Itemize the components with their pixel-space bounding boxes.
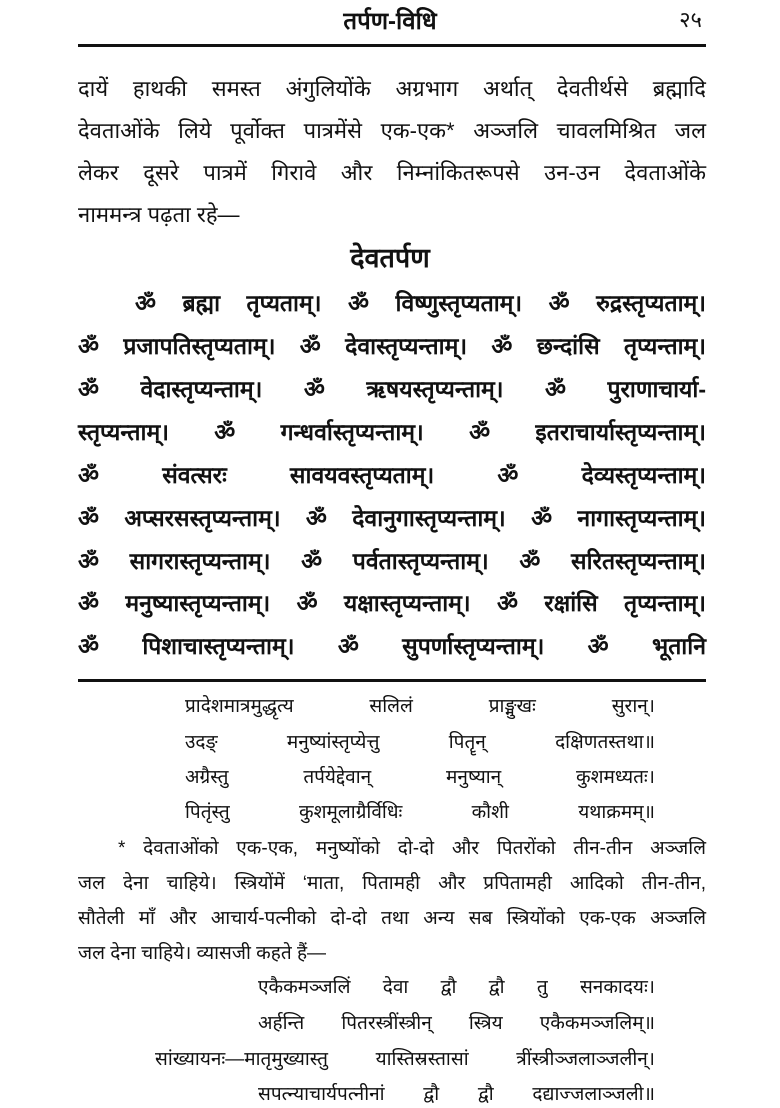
verse-line xyxy=(185,798,655,824)
footnote-line: जल देना चाहिये। व्यासजी कहते हैं— xyxy=(78,943,327,964)
page-number: २५ xyxy=(679,7,702,32)
mantra-line: ॐ ब्रह्मा तृप्यताम्। ॐ विष्णुस्तृप्यताम्। ॐ रुद्रस्तृप्यताम्। xyxy=(135,290,706,316)
mantra-line: ॐ वेदास्तृप्यन्ताम्। ॐ ऋषयस्तृप्यन्ताम्। ॐ पुराणाचार्या- xyxy=(78,376,706,402)
verse-word: कौशी xyxy=(471,802,509,823)
footnote-line: जल देना चाहिये। स्त्रियोंमें ‘माता, पितामही और प्रपितामही आदिको तीन-तीन, xyxy=(78,873,706,894)
intro-line: देवताओंके लिये पूर्वोक्त पात्रमेंसे एक-एक* अञ्जलि चावलमिश्रित जल xyxy=(78,118,706,143)
verse-line xyxy=(258,1009,655,1035)
verse-line xyxy=(185,763,655,789)
mantra-line: ॐ मनुष्यास्तृप्यन्ताम्। ॐ यक्षास्तृप्यन्ताम्। ॐ रक्षांसि तृप्यन्ताम्। xyxy=(78,590,706,616)
running-header-title: तर्पण-विधि xyxy=(343,8,437,35)
verse-line xyxy=(258,1080,655,1106)
verse-word: पितरस्त्रींस्त्रीन् xyxy=(341,1013,432,1034)
mantra-line: ॐ पिशाचास्तृप्यन्ताम्। ॐ सुपर्णास्तृप्यन्ताम्। ॐ भूतानि xyxy=(78,633,706,659)
verse-line xyxy=(258,973,655,999)
verse-word: कुशमध्यतः। xyxy=(576,767,655,788)
verse-word: यास्तिस्रस्तासां xyxy=(375,1049,469,1070)
verse-word: तु xyxy=(536,977,548,998)
section-heading: देवतर्पण xyxy=(350,243,430,273)
verse-word: पितृंस्तु xyxy=(185,802,230,823)
verse-word: पितॄन् xyxy=(448,732,486,753)
verse-word: एकैकमञ्जलिं xyxy=(258,977,351,998)
verse-word: त्रींस्त्रीञ्जलाञ्जलीन्। xyxy=(516,1049,655,1070)
verse-word: मनुष्यान् xyxy=(446,767,502,788)
mantra-line: ॐ प्रजापतिस्तृप्यताम्। ॐ देवास्तृप्यन्ताम्। ॐ छन्दांसि तृप्यन्ताम्। xyxy=(78,333,706,359)
footnote-line: * देवताओंको एक-एक, मनुष्योंको दो-दो और पितरोंको तीन-तीन अञ्जलि xyxy=(118,838,706,859)
verse-word: प्रादेशमात्रमुद्धृत्य xyxy=(185,696,294,717)
verse-word: द्वौ xyxy=(477,1084,494,1105)
verse-word: मनुष्यांस्तृप्येत्तु xyxy=(286,732,380,753)
verse-word: सलिलं xyxy=(369,696,413,717)
mantra-line: ॐ अप्सरसस्तृप्यन्ताम्। ॐ देवानुगास्तृप्यन्ताम्। ॐ नागास्तृप्यन्ताम्। xyxy=(78,505,706,531)
verse-word: प्राङ्मुखः xyxy=(488,696,536,717)
verse-word: द्वौ xyxy=(440,977,457,998)
verse-word: एकैकमञ्जलिम्॥ xyxy=(539,1013,655,1034)
verse-word: सुरान्। xyxy=(611,696,655,717)
verse-line xyxy=(185,728,655,754)
verse-line xyxy=(185,692,655,718)
intro-line: नाममन्त्र पढ़ता रहे— xyxy=(78,202,240,227)
mantra-line: ॐ सागरास्तृप्यन्ताम्। ॐ पर्वतास्तृप्यन्ताम्। ॐ सरितस्तृप्यन्ताम्। xyxy=(78,548,706,574)
verse-word: सनकादयः। xyxy=(579,977,655,998)
mantra-line: ॐ संवत्सरः सावयवस्तृप्यताम्। ॐ देव्यस्तृप्यन्ताम्। xyxy=(78,462,706,488)
footnote-rule xyxy=(78,679,706,682)
intro-line: दायें हाथकी समस्त अंगुलियोंके अग्रभाग अर्थात् देवतीर्थसे ब्रह्मादि xyxy=(78,76,706,101)
verse-word: दक्षिणतस्तथा॥ xyxy=(555,732,655,753)
verse-word: सांख्यायनः—मातृमुख्यास्तु xyxy=(155,1049,328,1070)
verse-word: तर्पयेद्देवान् xyxy=(303,767,372,788)
verse-word: अर्हन्ति xyxy=(258,1013,305,1034)
mantra-line: स्तृप्यन्ताम्। ॐ गन्धर्वास्तृप्यन्ताम्। ॐ इतराचार्यास्तृप्यन्ताम्। xyxy=(78,419,706,445)
verse-word: अग्रैस्तु xyxy=(185,767,229,788)
intro-line: लेकर दूसरे पात्रमें गिरावे और निम्नांकितरूपसे उन-उन देवताओंके xyxy=(78,160,706,185)
verse-word: देवा xyxy=(382,977,409,998)
verse-word: द्वौ xyxy=(423,1084,440,1105)
verse-word: स्त्रिय xyxy=(468,1013,503,1034)
verse-word: दद्याज्जलाञ्जली॥ xyxy=(532,1084,655,1105)
verse-word: यथाक्रमम्॥ xyxy=(578,802,655,823)
verse-word: उदङ् xyxy=(185,732,218,753)
header-rule xyxy=(78,44,706,47)
verse-line xyxy=(155,1045,655,1071)
verse-word: सपत्न्याचार्यपत्नीनां xyxy=(258,1084,385,1105)
verse-word: कुशमूलाग्रैर्विधिः xyxy=(299,802,403,823)
footnote-line: सौतेली माँ और आचार्य-पत्नीको दो-दो तथा अन्य सब स्त्रियोंको एक-एक अञ्जलि xyxy=(78,908,706,929)
verse-word: द्वौ xyxy=(488,977,505,998)
